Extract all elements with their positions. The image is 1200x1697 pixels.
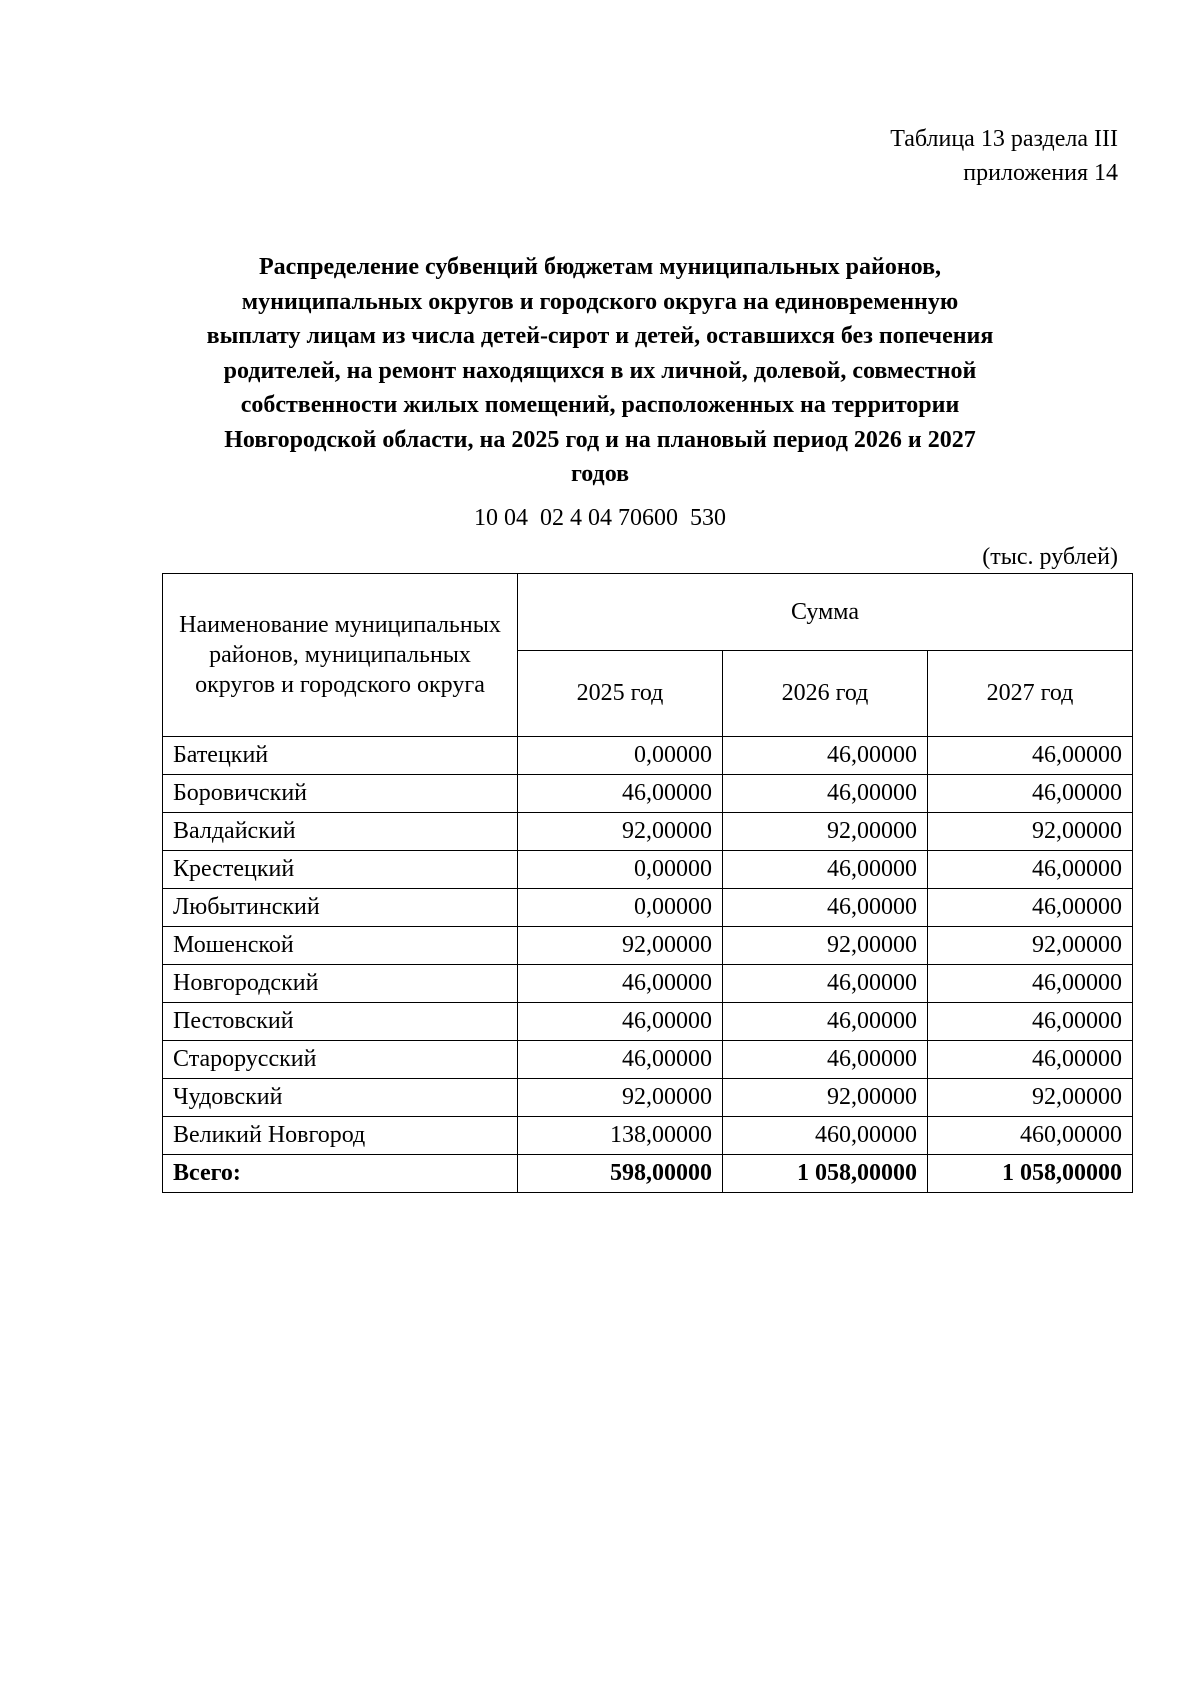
table-row [163,1079,1133,1117]
row-name: Мошенской [163,927,518,965]
row-value-2027: 460,00000 [928,1117,1133,1155]
row-name: Батецкий [163,737,518,775]
header-year-2026: 2026 год [723,651,928,737]
row-value-2026: 46,00000 [723,775,928,813]
table-reference-line-2: приложения 14 [963,160,1118,186]
row-name: Пестовский [163,1003,518,1041]
row-value-2027: 92,00000 [928,813,1133,851]
table-total-row [163,1155,1133,1193]
title-line: Распределение субвенций бюджетам муниципальных районов, [258,254,942,280]
title-line: муниципальных округов и городского округа на единовременную [241,288,959,315]
header-year-2025: 2025 год [518,651,723,737]
row-name: Валдайский [163,813,518,851]
row-value-2025: 0,00000 [518,851,723,889]
table-row [163,1117,1133,1155]
title-line: собственности жилых помещений, расположенных на территории [240,392,960,418]
table-header-row [163,574,1133,651]
row-value-2026: 46,00000 [723,737,928,775]
total-value-2027: 1 058,00000 [928,1155,1133,1193]
row-value-2025: 46,00000 [518,1003,723,1041]
subvention-table [162,573,1133,1193]
title-line: годов [570,461,630,487]
units-label: (тыс. рублей) [982,544,1118,570]
row-name: Крестецкий [163,851,518,889]
row-value-2026: 92,00000 [723,813,928,851]
row-value-2026: 46,00000 [723,889,928,927]
row-name: Старорусский [163,1041,518,1079]
row-value-2027: 46,00000 [928,965,1133,1003]
row-value-2026: 92,00000 [723,1079,928,1117]
row-name: Боровичский [163,775,518,813]
table-row [163,1041,1133,1079]
row-value-2025: 46,00000 [518,965,723,1003]
table-row [163,737,1133,775]
row-value-2026: 460,00000 [723,1117,928,1155]
row-value-2025: 46,00000 [518,1041,723,1079]
document-title [150,250,1050,492]
row-value-2025: 92,00000 [518,1079,723,1117]
row-name: Новгородский [163,965,518,1003]
row-value-2026: 46,00000 [723,1041,928,1079]
row-value-2025: 0,00000 [518,889,723,927]
table-reference-line-1: Таблица 13 раздела III [890,126,1118,152]
row-name: Любытинский [163,889,518,927]
table-reference [890,122,1118,190]
row-value-2027: 46,00000 [928,1003,1133,1041]
table-row [163,927,1133,965]
table-row [163,851,1133,889]
row-value-2026: 46,00000 [723,1003,928,1041]
table-row [163,1003,1133,1041]
row-value-2025: 92,00000 [518,927,723,965]
table-row [163,775,1133,813]
row-name: Великий Новгород [163,1117,518,1155]
row-value-2026: 92,00000 [723,927,928,965]
row-value-2027: 46,00000 [928,1041,1133,1079]
row-value-2027: 46,00000 [928,775,1133,813]
row-value-2027: 92,00000 [928,1079,1133,1117]
row-value-2026: 46,00000 [723,851,928,889]
row-value-2025: 0,00000 [518,737,723,775]
budget-classification-code: 10 04 02 4 04 70600 530 [474,505,726,531]
row-value-2025: 138,00000 [518,1117,723,1155]
title-line: родителей, на ремонт находящихся в их личной, долевой, совместной [223,357,977,384]
table-row [163,889,1133,927]
title-line: Новгородской области, на 2025 год и на плановый период 2026 и 2027 [224,426,976,453]
total-value-2026: 1 058,00000 [723,1155,928,1193]
row-name: Чудовский [163,1079,518,1117]
row-value-2027: 46,00000 [928,851,1133,889]
row-value-2027: 46,00000 [928,737,1133,775]
table-row [163,813,1133,851]
row-value-2027: 46,00000 [928,889,1133,927]
total-label: Всего: [163,1155,518,1193]
header-municipality-name: Наименование муниципальных районов, муниципальных округов и городского округа [163,574,518,737]
title-line: выплату лицам из числа детей-сирот и детей, оставшихся без попечения [206,323,994,349]
header-sum: Сумма [518,574,1133,651]
total-value-2025: 598,00000 [518,1155,723,1193]
header-year-2027: 2027 год [928,651,1133,737]
row-value-2025: 92,00000 [518,813,723,851]
table-row [163,965,1133,1003]
row-value-2027: 92,00000 [928,927,1133,965]
row-value-2025: 46,00000 [518,775,723,813]
row-value-2026: 46,00000 [723,965,928,1003]
